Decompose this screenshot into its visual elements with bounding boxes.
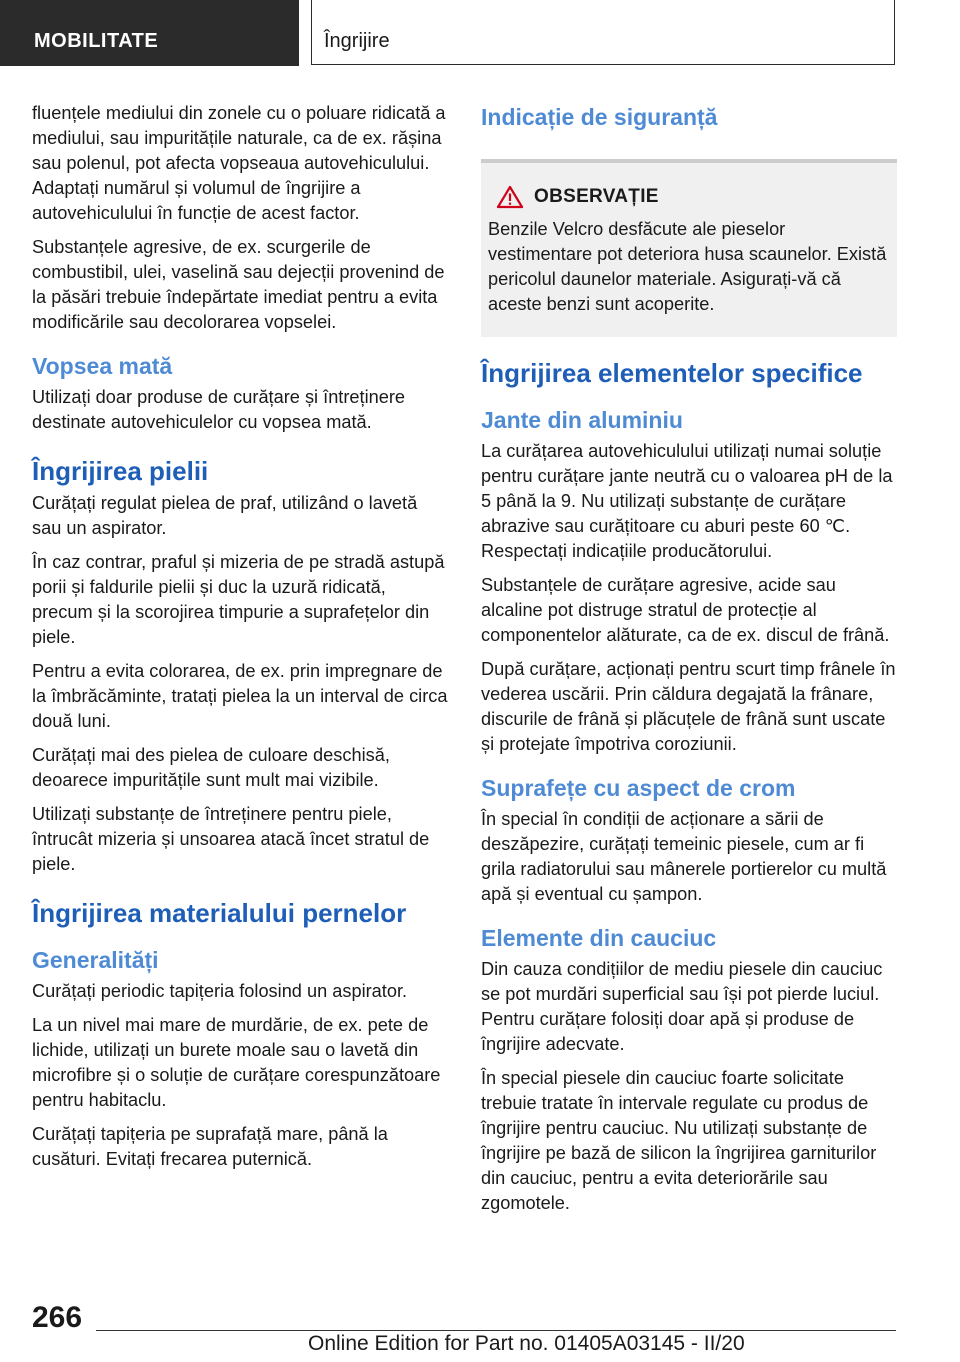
header-section-tab (0, 0, 299, 66)
notice-text: Benzile Velcro desfăcute ale pieselor vestimentare pot deteriora husa scaunelor. Există pericolul daunelor materiale. Asigurați-vă că aceste benzi sunt acoperite. (488, 219, 887, 314)
heading-rubber-parts: Elemente din cauciuc (481, 925, 717, 951)
paragraph: În special piesele din cauciuc foarte solicitate trebuie tratate în intervale regulate cu produs de îngrijire pentru cauciuc. Nu utilizați substanțe de îngrijire pe bază de silicon la îngrijirea garniturilor din cauciuc, pentru a evita deteriorările sau zgomotele. (481, 1068, 877, 1213)
heading-upholstery-care: Îngrijirea materialului pernelor (32, 898, 407, 928)
right-column (481, 101, 897, 1225)
paragraph: Utilizați doar produse de curățare și întreținere destinate autovehiculelor cu vopsea mată. (32, 387, 406, 432)
paragraph: La un nivel mai mare de murdărie, de ex. pete de lichide, utilizați un burete moale sau o lavetă din microfibre și o soluție de curățare corespunzătoare pentru habitaclu. (32, 1015, 441, 1110)
heading-specific-parts-care: Îngrijirea elementelor specifice (481, 358, 863, 388)
notice-label: OBSERVAȚIE (534, 186, 659, 207)
page-number: 266 (32, 1301, 83, 1334)
paragraph: fluențele mediului din zonele cu o poluare ridicată a mediului, sau impuritățile naturale, ca de ex. rășina sau polenul, pot afecta vopseaua autovehiculului. Adaptați numărul și volumul de îngrijire a autovehiculului în funcție de acest factor. (32, 103, 446, 223)
heading-leather-care: Îngrijirea pielii (32, 456, 209, 486)
header-chapter-box (311, 0, 895, 65)
paragraph: Substanțele de curățare agresive, acide sau alcaline pot distruge stratul de protecție al componentelor alăturate, ca de ex. discul de frână. (481, 575, 890, 645)
header-chapter-label: Îngrijire (324, 30, 390, 52)
notice-box (481, 159, 897, 337)
heading-matte-paint: Vopsea mată (32, 353, 173, 379)
paragraph: Curățați mai des pielea de culoare deschisă, deoarece impuritățile sunt mult mai vizibile. (32, 745, 390, 790)
footer-edition-text: Online Edition for Part no. 01405A03145 - II/20 (308, 1332, 745, 1355)
footer-divider (96, 1330, 896, 1331)
paragraph: Din cauza condițiilor de mediu piesele din cauciuc se pot murdări superficial sau își pot pierde luciul. Pentru curățare folosiți doar apă și produse de îngrijire adecvate. (481, 959, 883, 1054)
heading-safety-note: Indicație de siguranță (481, 104, 718, 130)
notice-header (488, 185, 889, 209)
heading-chrome-surfaces: Suprafețe cu aspect de crom (481, 775, 796, 801)
paragraph: În caz contrar, praful și mizeria de pe stradă astupă porii și faldurile pielii și duc la uzură ridicată, precum și la scorojirea timpurie a suprafețelor din piele. (32, 552, 445, 647)
paragraph: Curățați tapițeria pe suprafață mare, până la cusături. Evitați frecarea puternică. (32, 1124, 388, 1169)
paragraph: În special în condiții de acționare a sării de deszăpezire, curățați temeinic piesele, cum ar fi grila radiatorului sau mânerele portierelor cu multă apă și eventual cu șampon. (481, 809, 887, 904)
paragraph: Utilizați substanțe de întreținere pentru piele, întrucât mizeria și unsoarea atacă încet stratul de piele. (32, 804, 430, 874)
heading-general: Generalități (32, 947, 159, 973)
heading-alloy-wheels: Jante din aluminiu (481, 407, 683, 433)
paragraph: Curățați regulat pielea de praf, utilizând o lavetă sau un aspirator. (32, 493, 418, 538)
paragraph: Pentru a evita colorarea, de ex. prin impregnare de la îmbrăcăminte, tratați pielea la un interval de circa două luni. (32, 661, 448, 731)
header-section-label: MOBILITATE (34, 30, 159, 52)
left-column (32, 101, 450, 1181)
paragraph: Substanțele agresive, de ex. scurgerile de combustibil, ulei, vaselină sau dejecții provenind de la păsări trebuie îndepărtate imediat pentru a evita modificările sau decolorarea vopselei. (32, 237, 445, 332)
paragraph: După curățare, acționați pentru scurt timp frânele în vederea uscării. Prin căldura degajată la frânare, discurile de frână și plăcuțele de frână sunt uscate și protejate împotriva coroziunii. (481, 659, 896, 754)
paragraph: La curățarea autovehiculului utilizați numai soluție pentru curățare jante neutră cu o valoarea pH de la 5 până la 9. Nu utilizați substanțe de curățare abrazive sau curățitoare cu aburi peste 60 ℃. Respectați indicațiile producătorului. (481, 441, 893, 561)
warning-triangle-icon (496, 185, 524, 209)
paragraph: Curățați periodic tapițeria folosind un aspirator. (32, 981, 408, 1001)
